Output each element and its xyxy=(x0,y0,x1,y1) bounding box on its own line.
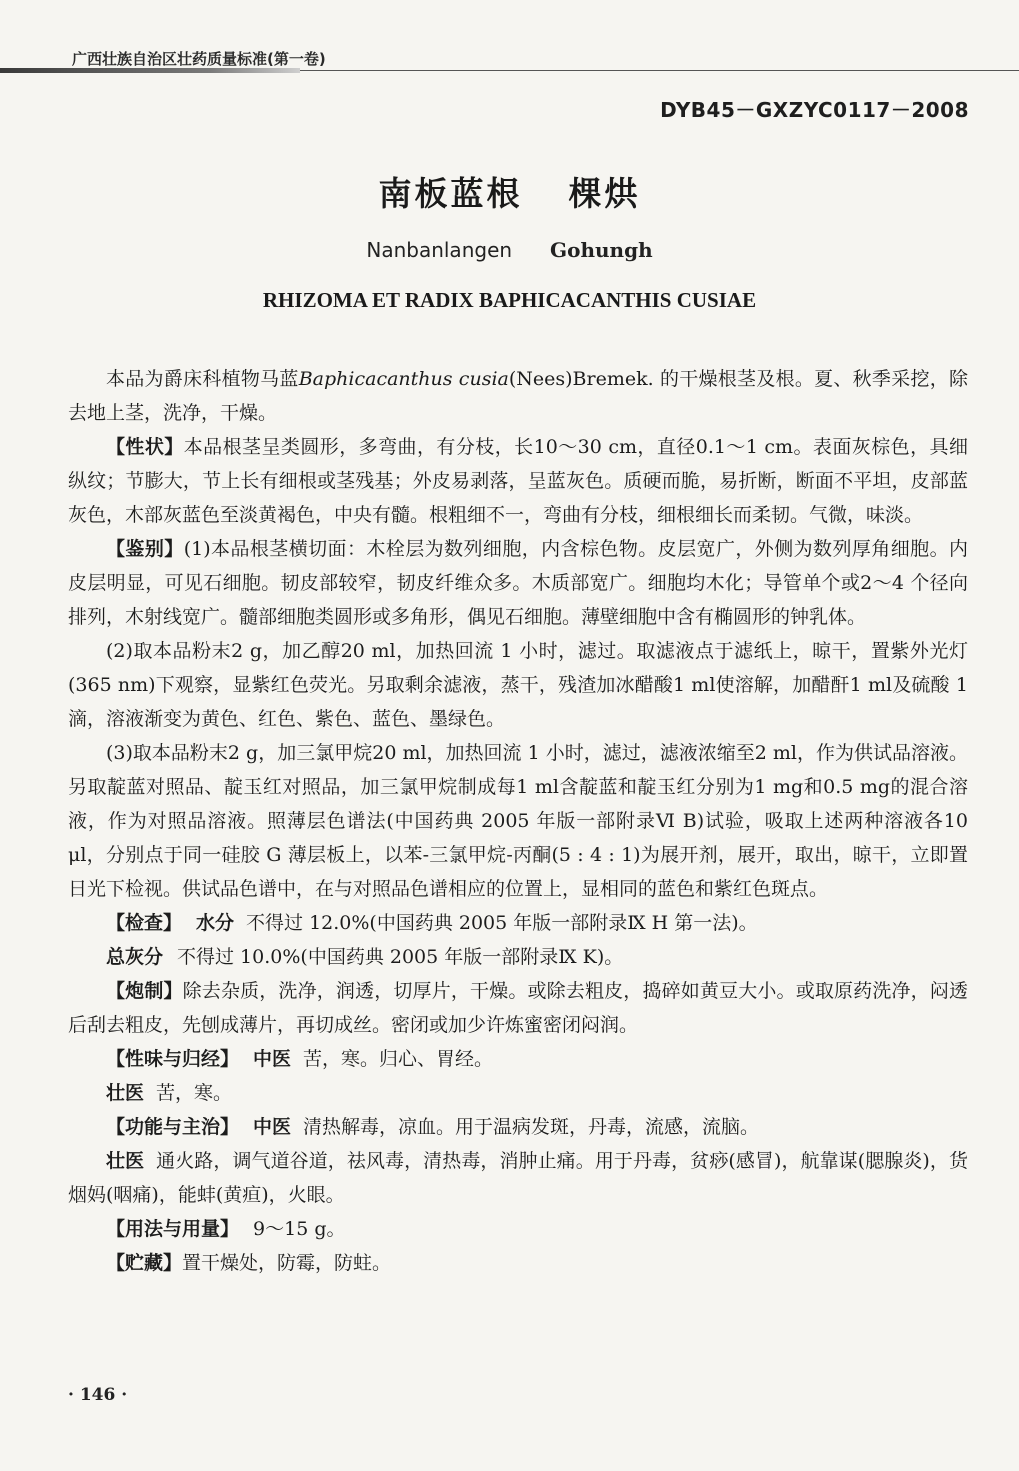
jianbie-paragraph-3: (3)取本品粉末2 g，加三氯甲烷20 ml，加热回流 1 小时，滤过，滤液浓缩至2 ml，作为供试品溶液。另取靛蓝对照品、靛玉红对照品，加三氯甲烷制成每1 ml含靛蓝和靛玉红分别为1 mg和0.5 mg的混合溶液，作为对照品溶液。照薄层色谱法(中国药典 2005 年版一部附录Ⅵ B)试验，吸取上述两种溶液各10 μl，分别点于同一硅胶 G 薄层板上，以苯-三氯甲烷-丙酮(5 : 4 : 1)为展开剂，展开，取出，晾干，立即置日光下检视。供试品色谱中，在与对照品色谱相应的位置上，显相同的蓝色和紫红色斑点。 xyxy=(68,742,968,900)
gongneng-zhuang: 壮医 通火路，调气道谷道，祛风毒，清热毒，消肿止痛。用于丹毒，贫痧(感冒)，航靠谋(腮腺炎)，货烟妈(咽痛)，能蚌(黄疸)，火眼。 xyxy=(68,1150,968,1206)
zhuang-pinyin-name: Gohungh xyxy=(550,238,653,262)
section-label: 【鉴别】 xyxy=(106,538,184,560)
water-label: 水分 xyxy=(196,912,235,934)
book-title: 广西壮族自治区壮药质量标准(第一卷) xyxy=(72,50,326,68)
section-jiancha: 【检查】 水分 不得过 12.0%(中国药典 2005 年版一部附录Ⅸ H 第一法)。 xyxy=(106,912,758,934)
title-chinese xyxy=(0,168,1019,215)
title-latin: RHIZOMA ET RADIX BAPHICACANTHIS CUSIAE xyxy=(262,288,757,312)
jianbie-paragraph-2: (2)取本品粉末2 g，加乙醇20 ml，加热回流 1 小时，滤过。取滤液点于滤纸上，晾干，置紫外光灯(365 nm)下观察，显紫红色荧光。另取剩余滤液，蒸干，残渣加冰醋酸1 ml使溶解，加醋酐1 ml及硫酸 1 滴，溶液渐变为黄色、红色、紫色、蓝色、墨绿色。 xyxy=(68,640,968,730)
chinese-name: 南板蓝根 xyxy=(378,174,523,213)
section-label: 【用法与用量】 xyxy=(106,1218,240,1240)
page-header xyxy=(0,0,1019,80)
tcm-label: 中医 xyxy=(253,1116,292,1138)
page-number: · 146 · xyxy=(68,1385,128,1405)
section-gongneng: 【功能与主治】 中医 清热解毒，凉血。用于温病发斑，丹毒，流感，流脑。 xyxy=(106,1116,760,1138)
ash-label: 总灰分 xyxy=(106,946,164,968)
section-yongfa: 【用法与用量】 9～15 g。 xyxy=(106,1218,346,1240)
latin-species: Baphicacanthus cusia xyxy=(298,368,509,390)
section-paozhi: 【炮制】除去杂质，洗净，润透，切厚片，干燥。或除去粗皮，捣碎如黄豆大小。或取原药洗净，闷透后刮去粗皮，先刨成薄片，再切成丝。密闭或加少许炼蜜密闭闷润。 xyxy=(68,980,968,1036)
section-zhucang: 【贮藏】置干燥处，防霉，防蛀。 xyxy=(106,1252,392,1274)
section-label: 【功能与主治】 xyxy=(106,1116,240,1138)
section-jianbie: 【鉴别】(1)本品根茎横切面：木栓层为数列细胞，内含棕色物。皮层宽广，外侧为数列厚角细胞。内皮层明显，可见石细胞。韧皮部较窄，韧皮纤维众多。木质部宽广。细胞均木化；导管单个或2～4 个径向排列，木射线宽广。髓部细胞类圆形或多角形，偶见石细胞。薄壁细胞中含有椭圆形的钟乳体。 xyxy=(68,538,968,628)
header-rule-accent xyxy=(0,68,300,73)
xingwei-zhuang: 壮医 苦，寒。 xyxy=(106,1082,233,1104)
zhuang-label: 壮医 xyxy=(106,1150,145,1172)
jiancha-ash: 总灰分 不得过 10.0%(中国药典 2005 年版一部附录Ⅸ K)。 xyxy=(106,946,624,968)
section-label: 【性状】 xyxy=(106,436,184,458)
pinyin-name: Nanbanlangen xyxy=(366,238,513,262)
intro-paragraph: 本品为爵床科植物马蓝Baphicacanthus cusia(Nees)Bremek. 的干燥根茎及根。夏、秋季采挖，除去地上茎，洗净，干燥。 xyxy=(68,368,968,424)
section-label: 【检查】 xyxy=(106,912,183,934)
section-label: 【贮藏】 xyxy=(106,1252,183,1274)
section-xingwei: 【性味与归经】 中医 苦，寒。归心、胃经。 xyxy=(106,1048,494,1070)
zhuang-label: 壮医 xyxy=(106,1082,145,1104)
standard-code: DYB45－GXZYC0117－2008 xyxy=(660,98,969,122)
section-label: 【性味与归经】 xyxy=(106,1048,240,1070)
section-xingzhuang: 【性状】本品根茎呈类圆形，多弯曲，有分枝，长10～30 cm，直径0.1～1 cm。表面灰棕色，具细纵纹；节膨大，节上长有细根或茎残基；外皮易剥落，呈蓝灰色。质硬而脆，易折断，断面不平坦，皮部蓝灰色，木部灰蓝色至淡黄褐色，中央有髓。根粗细不一，弯曲有分枝，细根细长而柔韧。气微，味淡。 xyxy=(68,436,968,526)
title-pinyin xyxy=(0,238,1019,262)
monograph-body xyxy=(68,362,968,1280)
section-label: 【炮制】 xyxy=(106,980,183,1002)
zhuang-name: 棵烘 xyxy=(568,174,641,213)
tcm-label: 中医 xyxy=(253,1048,292,1070)
